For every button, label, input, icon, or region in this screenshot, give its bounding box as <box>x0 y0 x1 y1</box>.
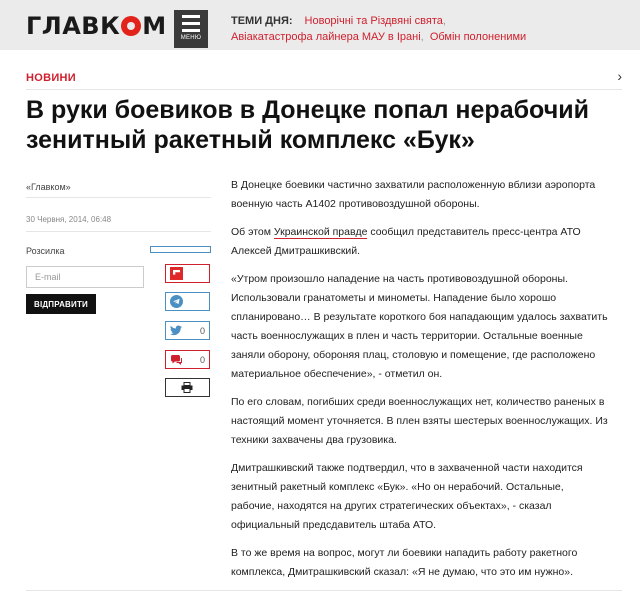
topic-link-holidays[interactable]: Новорічні та Різдвяні свята <box>304 15 443 27</box>
share-twitter-button[interactable] <box>165 321 210 340</box>
email-field[interactable] <box>26 266 144 288</box>
topic-separator: , <box>442 15 446 27</box>
article-paragraph: В то же время на вопрос, могут ли боевики нападить работу ракетного комплекса, Дмитрашкивский сказал: «Я не думаю, что это им нужно». <box>231 547 578 578</box>
article-paragraph <box>231 223 609 261</box>
menu-button[interactable] <box>174 10 208 48</box>
print-button[interactable] <box>165 378 210 397</box>
share-flipboard-button[interactable] <box>165 264 210 283</box>
divider <box>26 89 622 90</box>
topic-link-exchange[interactable]: Обмін полоненими <box>429 31 527 43</box>
article-paragraph: В Донецке боевики частично захватили расположенную вблизи аэропорта военную часть А1402 противовоздушной обороны. <box>231 179 596 210</box>
paragraph-text: Об этом <box>231 226 274 238</box>
menu-label: МЕНЮ <box>180 35 202 41</box>
twitter-icon <box>169 324 183 338</box>
topics-of-day <box>231 13 631 45</box>
divider <box>26 197 211 198</box>
article-paragraph: «Утром произошло нападение на часть противовоздушной обороны. Использовали гранатометы и минометы. Нападение было хорошо спланировано… В результате короткого боя нападающим удалось захватить часть военнослужащих в плен и часть территории. Остальные военные заняли оборону, обороняя плац, столовую и помещение, где расположено материальное обеспечение», - отметил он. <box>231 273 608 380</box>
twitter-count: 0 <box>199 325 205 336</box>
hamburger-icon-bar <box>182 22 200 25</box>
logo-text-start: ГЛАВК <box>26 12 121 40</box>
divider <box>26 590 622 591</box>
site-header <box>0 0 640 50</box>
newsletter-label: Розсилка <box>26 246 65 256</box>
newsletter-toggle[interactable] <box>150 246 211 253</box>
logo-o-mark <box>121 16 141 36</box>
article-date: 30 Червня, 2014, 06:48 <box>26 215 112 224</box>
paragraph-text: сообщил представитель пресс-центра АТО Алексей Дмитрашкивский. <box>231 226 581 257</box>
article-paragraph: Дмитрашкивский также подтвердил, что в захваченной части находится зенитный ракетный комплекс «Бук». «Но он нерабочий. Остальные, рабочие, находятся на других стратегических объектах», - сказал официальный предсдавитель штаба АТО. <box>231 462 583 531</box>
article-body <box>231 176 609 591</box>
newsletter-submit-button[interactable]: ВІДПРАВИТИ <box>26 294 96 314</box>
print-icon <box>180 381 194 395</box>
comment-icon <box>169 353 183 367</box>
divider <box>26 231 211 232</box>
chevron-right-icon[interactable]: › <box>617 68 622 84</box>
article-paragraph: По его словам, погибших среди военнослужащих нет, количество раненых в настоящий момент уточняется. В плен взяты шестерых военнослужащих. Из техники захвачены два грузовика. <box>231 396 608 446</box>
section-name[interactable]: НОВИНИ <box>26 72 77 84</box>
share-telegram-button[interactable] <box>165 292 210 311</box>
article-title: В руки боевиков в Донецке попал нерабочий зенитный ракетный комплекс «Бук» <box>26 96 589 154</box>
section-bar <box>26 68 622 86</box>
flipboard-icon <box>169 267 183 281</box>
hamburger-icon-bar <box>182 29 200 32</box>
telegram-icon <box>169 295 183 309</box>
source-link[interactable]: Украинской правде <box>273 226 368 238</box>
logo-text-end: М <box>142 12 167 40</box>
hamburger-icon <box>182 15 200 18</box>
topic-link-crash[interactable]: Авіакатастрофа лайнера МАУ в Ірані <box>231 31 421 43</box>
comments-count: 0 <box>199 354 205 365</box>
topic-separator: , <box>420 31 430 43</box>
article-source[interactable]: «Главком» <box>26 182 71 192</box>
topics-label: ТЕМИ ДНЯ: <box>231 15 293 27</box>
share-comments-button[interactable] <box>165 350 210 369</box>
site-logo[interactable] <box>26 12 167 40</box>
